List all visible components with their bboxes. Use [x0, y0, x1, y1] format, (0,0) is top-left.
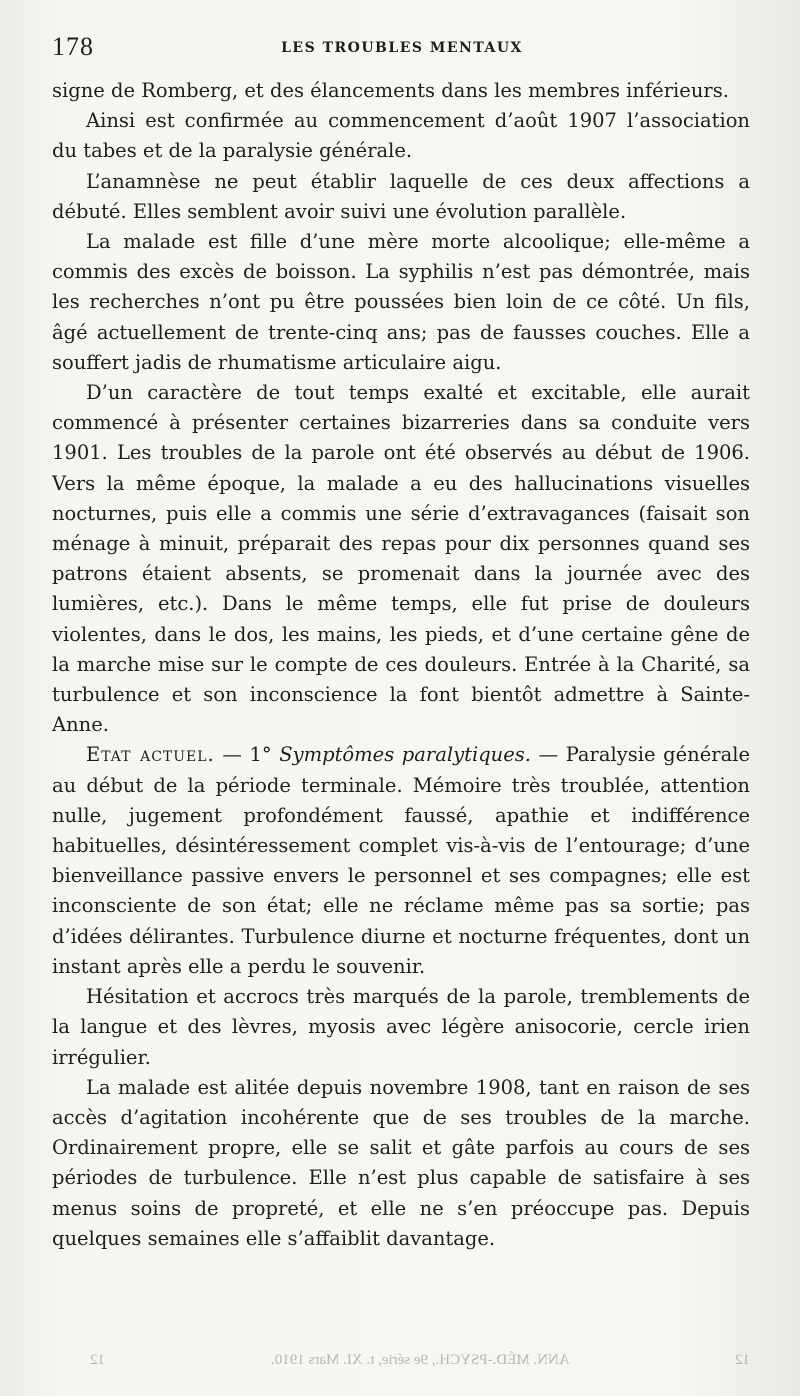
section-text: Paralysie générale au début de la période terminale. Mémoire très troublée, attention nulle, jugement profondément faussé, apathie et indifférence habituelles, désintéressement complet vis-à-vis de l’entourage; d’une bienveillance passive envers le personnel et ses compagnes; elle est inconsciente de son état; elle ne réclame même pas sa sortie; pas d’idées délirantes. Turbulence diurne et nocturne fréquentes, dont un instant après elle a perdu le souvenir.: [52, 743, 750, 978]
running-title: LES TROUBLES MENTAUX: [281, 40, 523, 56]
body-text: [52, 76, 750, 1254]
paragraph: L’anamnèse ne peut établir laquelle de ces deux affections a débuté. Elles semblent avoir suivi une évolution parallèle.: [52, 169, 750, 223]
section-number: 1°: [249, 743, 272, 767]
paragraph: Hésitation et accrocs très marqués de la parole, tremblements de la langue et des lèvres, myosis avec légère anisocorie, cercle irien irrégulier.: [52, 985, 750, 1069]
section-label: Etat actuel.: [86, 743, 215, 767]
paragraph: Ainsi est confirmée au commencement d’août 1907 l’association du tabes et de la paralysie générale.: [52, 109, 750, 163]
paragraph: La malade est fille d’une mère morte alcoolique; elle-même a commis des excès de boisson. La syphilis n’est pas démontrée, mais les recherches n’ont pu être poussées bien loin de ce côté. Un fils, âgé actuellement de trente-cinq ans; pas de fausses couches. Elle a souffert jadis de rhumatisme articulaire aigu.: [52, 230, 750, 374]
page-number: 178: [52, 32, 94, 61]
bleed-through-footer: [90, 1352, 750, 1382]
footer-right: 12: [734, 1352, 750, 1368]
section-heading: Symptômes paralytiques.: [279, 743, 531, 767]
etat-actuel-paragraph: [52, 740, 750, 982]
dash: —: [214, 743, 250, 767]
dash: —: [530, 743, 566, 767]
paragraph: D’un caractère de tout temps exalté et excitable, elle aurait commencé à présenter certaines bizarreries dans sa conduite vers 1901. Les troubles de la parole ont été observés au début de 1906. Vers la même époque, la malade a eu des hallucinations visuelles nocturnes, puis elle a commis une série d’extravagances (faisait son ménage à minuit, préparait des repas pour dix personnes quand ses patrons étaient absents, se promenait dans la journée avec des lumières, etc.). Dans le même temps, elle fut prise de douleurs violentes, dans le dos, les mains, les pieds, et d’une certaine gêne de la marche mise sur le compte de ces douleurs. Entrée à la Charité, sa turbulence et son inconscience la font bientôt admettre à Sainte-Anne.: [52, 381, 750, 737]
page-header: [52, 32, 752, 72]
paragraph: signe de Romberg, et des élancements dans les membres inférieurs.: [52, 79, 729, 102]
footer-left: 12: [90, 1352, 105, 1368]
footer-center: ANN. MÉD.-PSYCH., 9e série, t. XI. Mars 1910.: [270, 1352, 570, 1368]
paragraph: La malade est alitée depuis novembre 1908, tant en raison de ses accès d’agitation incohérente que de ses troubles de la marche. Ordinairement propre, elle se salit et gâte parfois au cours de ses périodes de turbulence. Elle n’est plus capable de satisfaire à ses menus soins de propreté, et elle ne s’en préoccupe pas. Depuis quelques semaines elle s’affaiblit davantage.: [52, 1075, 750, 1250]
